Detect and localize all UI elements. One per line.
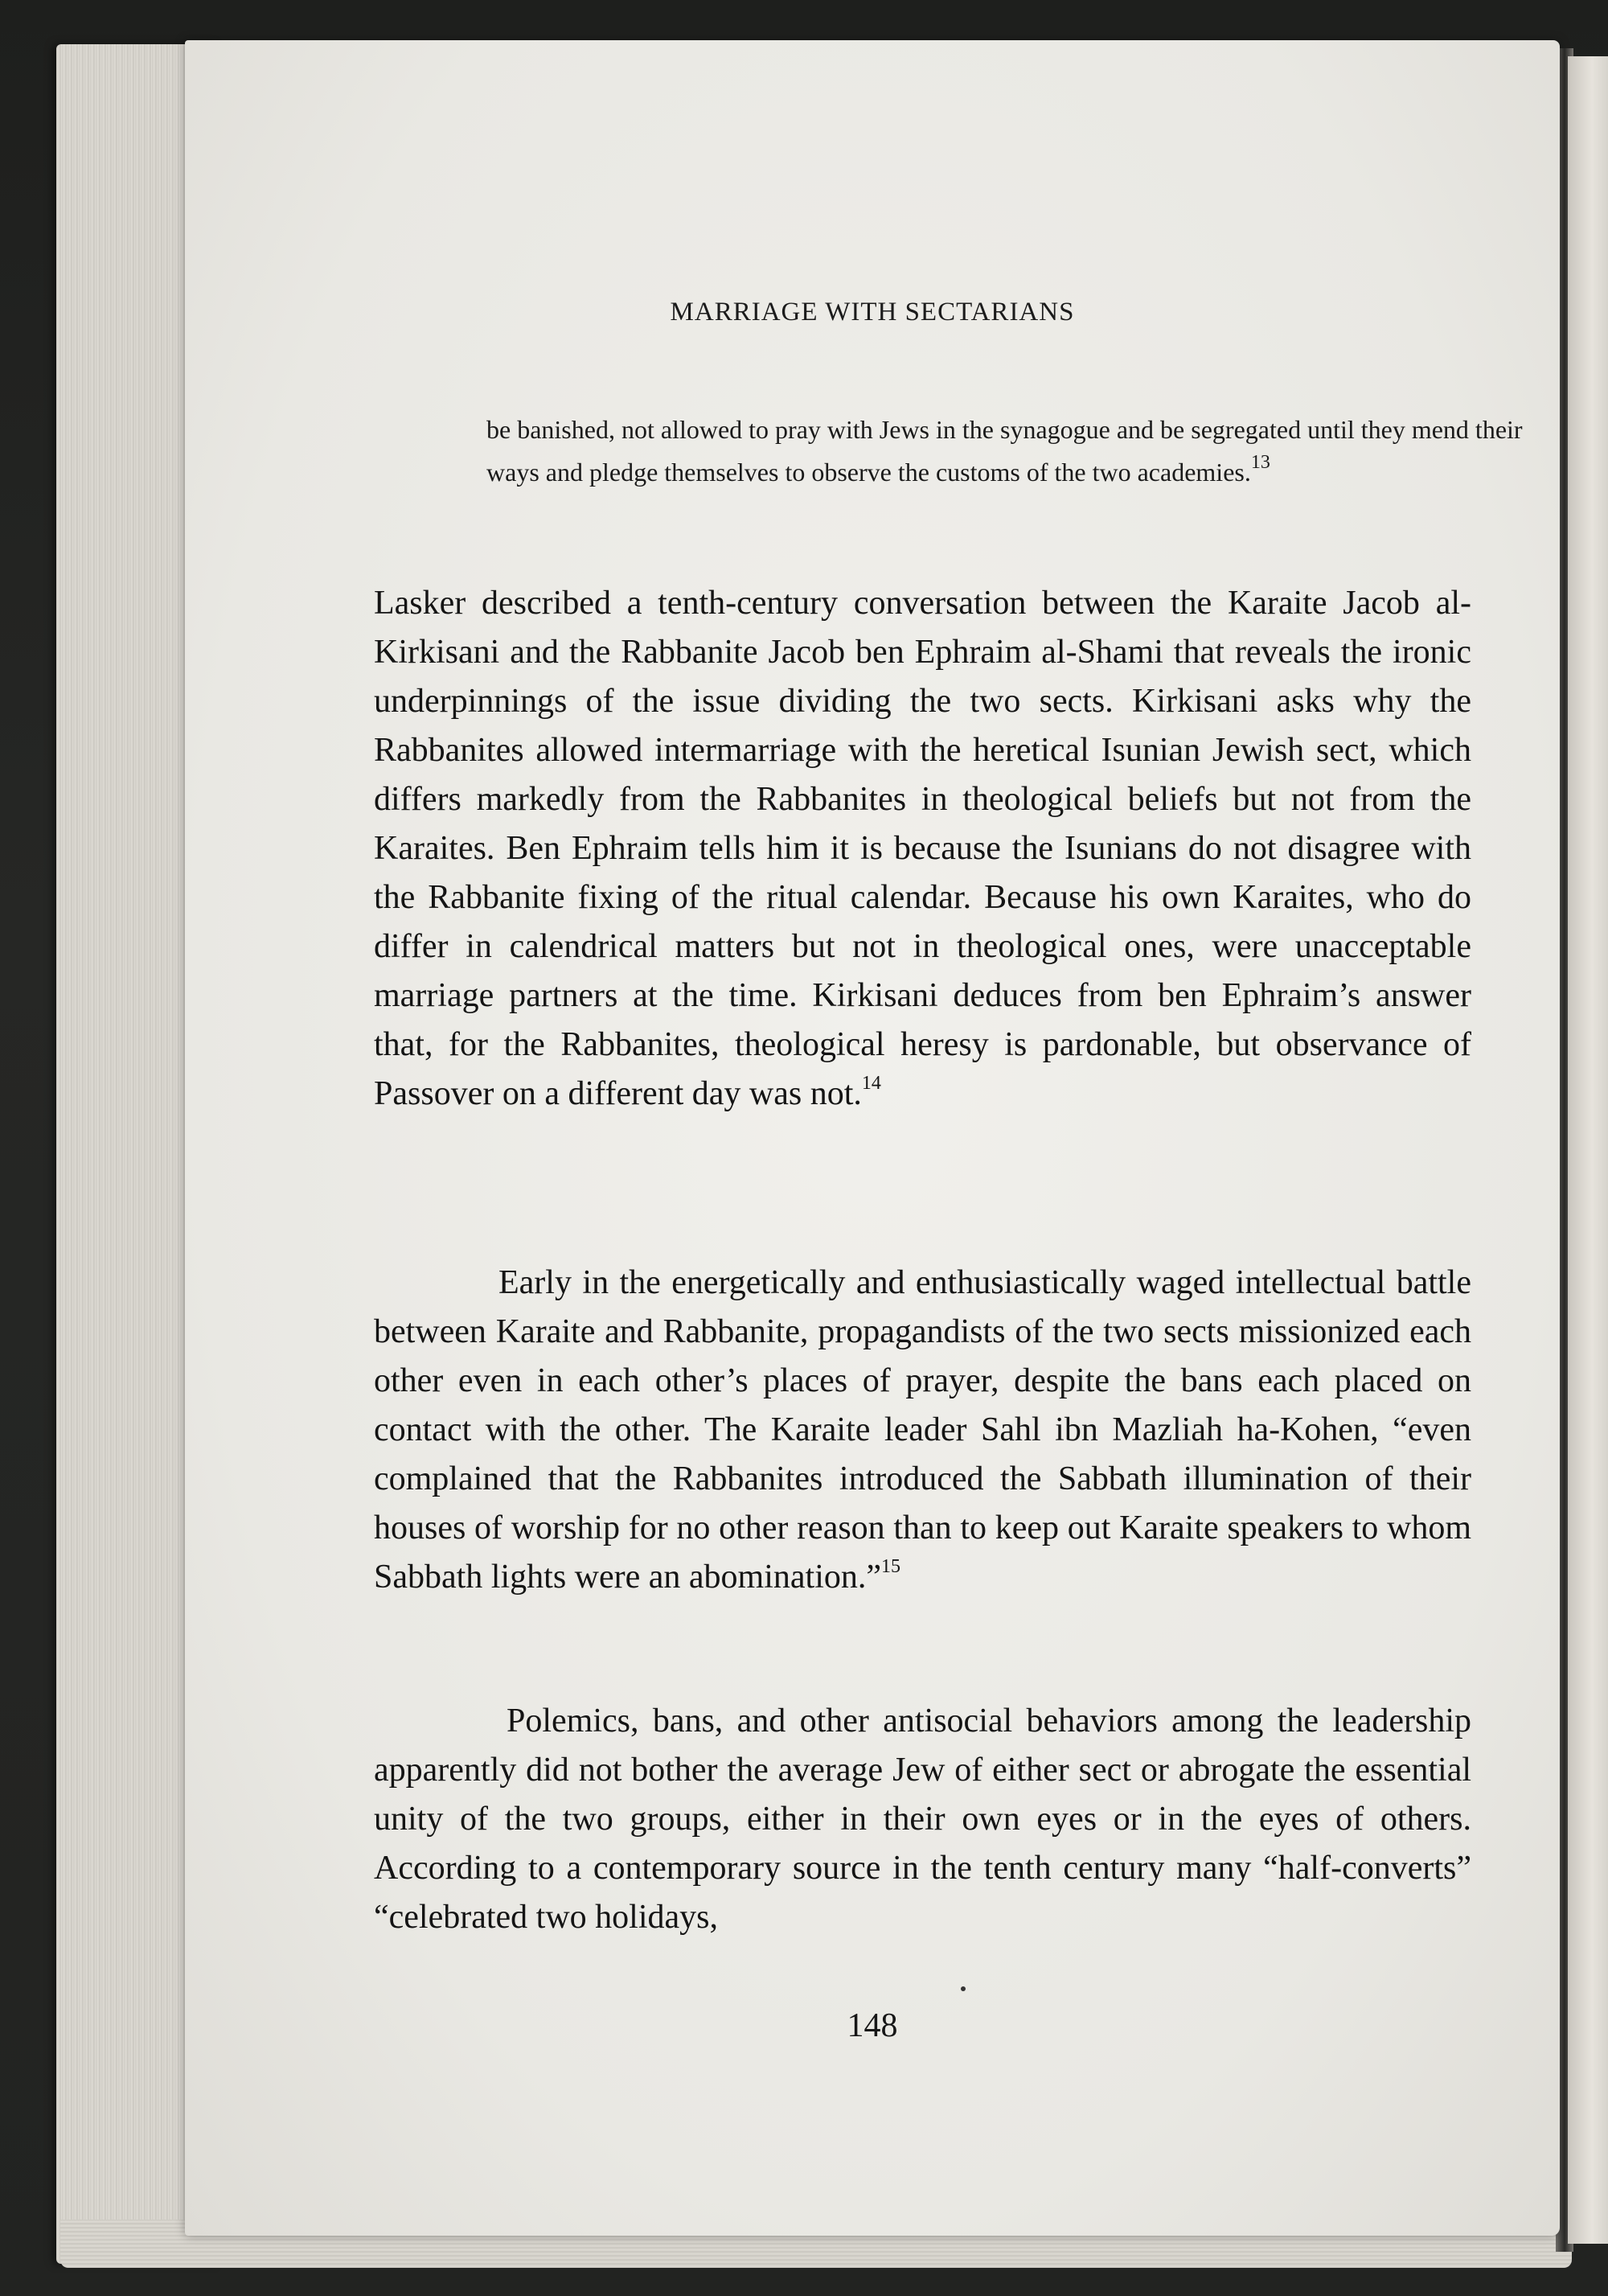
- running-head: MARRIAGE WITH SECTARIANS: [670, 298, 1075, 327]
- paragraph-2: [374, 1259, 1471, 1602]
- footnote-ref-14: 14: [861, 1073, 881, 1094]
- block-quote-body: be banished, not allowed to pray with Jews in the synagogue and be segregated until they mend their ways and pledge themselves to observe the customs of the two academies.: [486, 415, 1523, 487]
- footnote-ref-13: 13: [1250, 452, 1270, 474]
- block-quote-text: [486, 409, 1532, 494]
- paragraph-3-text: Polemics, bans, and other antisocial behaviors among the leadership apparently did not bother the average Jew of either sect or abrogate the essential unity of the two groups, either in their own eyes or in the eyes of others. According to a contemporary source in the tenth century many “half-converts” “celebrated two holidays,: [374, 1702, 1471, 1936]
- paragraph-1-text: Lasker described a tenth-century conversation between the Karaite Jacob al-Kirkisani and the Rabbanite Jacob ben Ephraim al-Shami that reveals the ironic underpinnings of the issue dividing the two sects. Kirkisani asks why the Rabbanites allowed intermarriage with the heretical Isunian Jewish sect, which differs markedly from the Rabbanites in theological beliefs but not from the Karaites. Ben Ephraim tells him it is because the Isunians do not disagree with the Rabbanite fixing of the ritual calendar. Because his own Karaites, who do differ in calendrical matters but not in theological ones, were unacceptable marriage partners at the time. Kirkisani deduces from ben Ephraim’s answer that, for the Rabbanites, theological heresy is pardonable, but observance of Passover on a different day was not.: [374, 585, 1471, 1112]
- block-quote: [486, 409, 1532, 494]
- paragraph-3: [374, 1697, 1471, 1942]
- paragraph-1: [374, 579, 1471, 1119]
- page-number: 148: [847, 2007, 898, 2044]
- page-speck: [961, 1986, 966, 1991]
- paragraph-2-text: Early in the energetically and enthusiastically waged intellectual battle between Karaite and Rabbanite, propagandists of the two sects missionized each other even in each other’s places of prayer, despite the bans each placed on contact with the other. The Karaite leader Sahl ibn Mazliah ha-Kohen, “even complained that the Rabbanites introduced the Sabbath illumination of their houses of worship for no other reason than to keep out Karaite speakers to whom Sabbath lights were an abomination.”: [374, 1264, 1471, 1596]
- footnote-ref-15: 15: [881, 1556, 901, 1577]
- book-page: [185, 40, 1560, 2236]
- facing-page-edge: [1568, 56, 1608, 2244]
